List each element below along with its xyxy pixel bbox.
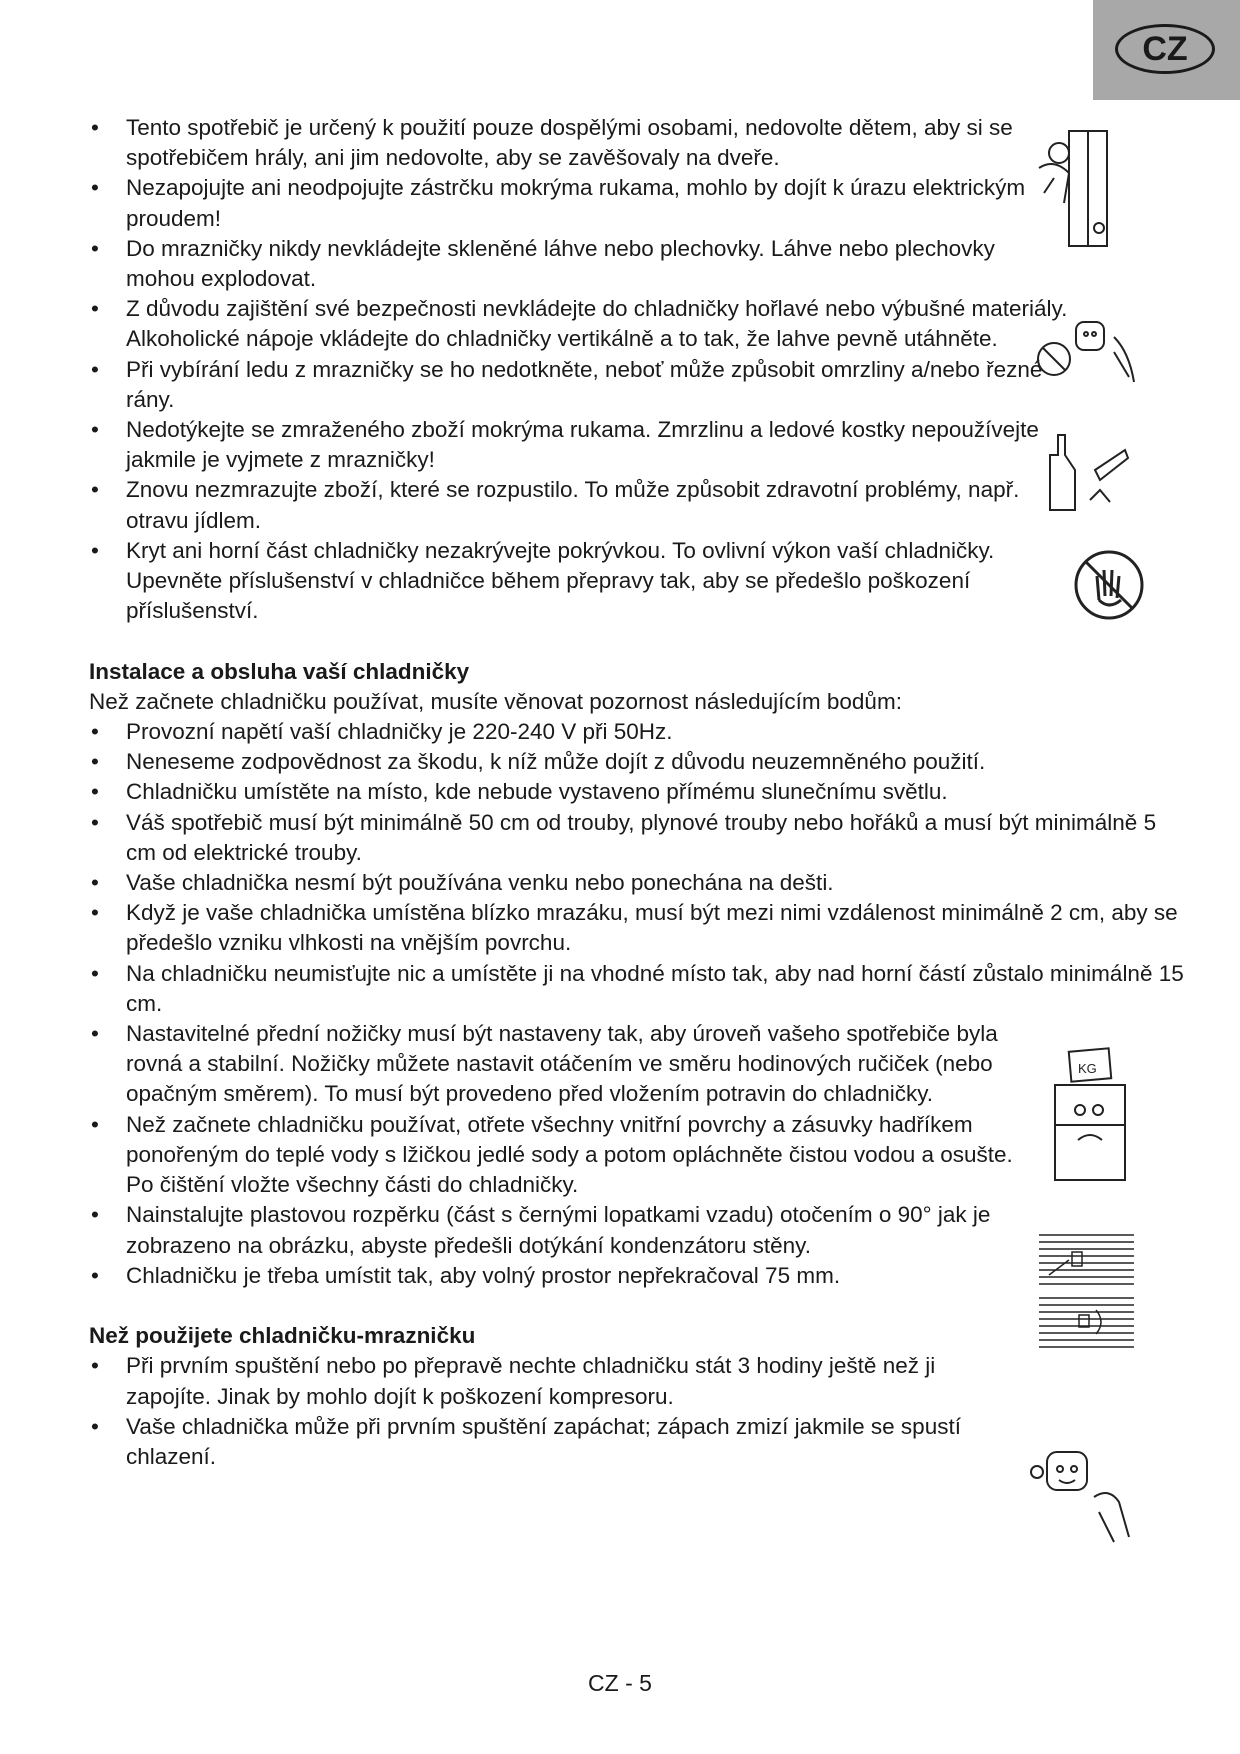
install-intro: Než začnete chladničku používat, musíte věnovat pozornost následujícím bodům:: [89, 688, 902, 714]
list-item: • Znovu nezmrazujte zboží, které se rozpustilo. To může způsobit zdravotní problémy, např. otravu jídlem.: [91, 477, 1020, 533]
list-item: • Vaše chladnička může při prvním spuštění zapáchat; zápach zmizí jakmile se spustí chlazení.: [91, 1413, 961, 1469]
list-item: • Než začnete chladničku používat, otřete všechny vnitřní povrchy a zásuvky hadříkem ponořeným do teplé vody s lžičkou jedlé sody a potom opláchněte čistou vodou a osušte. Po čištění vložte všechny části do chladničky.: [91, 1111, 1013, 1198]
install-list: [89, 717, 1184, 1291]
list-item: • Do mrazničky nikdy nevkládejte skleněné láhve nebo plechovky. Láhve nebo plechovky mohou explodovat.: [91, 235, 995, 292]
page-number: CZ - 5: [588, 1670, 652, 1696]
list-item: • Vaše chladnička nesmí být používána venku nebo ponechána na dešti.: [91, 870, 834, 896]
language-tab: [1093, 0, 1240, 100]
plug-hand-illustration: [1029, 1442, 1141, 1544]
list-item: • Z důvodu zajištění své bezpečnosti nevkládejte do chladničky hořlavé nebo výbušné materiály. Alkoholické nápoje vkládejte do chladničky vertikálně a to tak, že lahve pevně utáhněte.: [91, 296, 1068, 352]
list-item: • Na chladničku neumisťujte nic a umístěte ji na vhodné místo tak, aby nad horní částí zůstalo minimálně 15 cm.: [91, 960, 1184, 1016]
list-item: • Nainstalujte plastovou rozpěrku (část s černými lopatkami vzadu) otočením o 90° jak je zobrazeno na obrázku, abyste předešli dotýkání kondenzátoru stěny.: [91, 1202, 991, 1258]
child-hanging-on-door-illustration: [1034, 123, 1120, 253]
list-item: • Váš spotřebič musí být minimálně 50 cm od trouby, plynové trouby nebo hořáků a musí být minimálně 5 cm od elektrické trouby.: [91, 809, 1157, 865]
list-item: • Když je vaše chladnička umístěna blízko mrazáku, musí být mezi nimi vzdálenost minimálně 2 cm, aby se předešlo vzniku vlhkosti na vnějším povrchu.: [91, 900, 1178, 956]
no-flammables-illustration: [1034, 307, 1140, 387]
list-item: • Při prvním spuštění nebo po přepravě nechte chladničku stát 3 hodiny ještě než ji zapojíte. Jinak by mohlo dojít k poškození kompresoru.: [91, 1353, 936, 1409]
list-item: • Provozní napětí vaší chladničky je 220-240 V při 50Hz.: [91, 719, 673, 745]
condenser-spacer-illustration: [1034, 1230, 1140, 1354]
list-item: • Nastavitelné přední nožičky musí být nastaveny tak, aby úroveň vašeho spotřebiče byla rovná a stabilní. Nožičky můžete nastavit otáčením ve směru hodinových ručiček (nebo opačným směrem). To musí být provedeno před vložením potravin do chladničky.: [91, 1021, 998, 1107]
section-heading-before-use: Než použijete chladničku-mrazničku: [89, 1323, 476, 1349]
list-item: • Kryt ani horní část chladničky nezakrývejte pokrývkou. To ovlivní výkon vaší chladničky. Upevněte příslušenství v chladničce během přepravy tak, aby se předešlo poškození příslušenství.: [91, 537, 995, 624]
page-content: [89, 113, 1184, 1472]
list-item: • Neneseme zodpovědnost za škodu, k níž může dojít z důvodu neuzemněného použití.: [91, 749, 986, 775]
language-badge: CZ: [1115, 24, 1215, 74]
list-item: • Nedotýkejte se zmraženého zboží mokrýma rukama. Zmrzlinu a ledové kostky nepoužívejte jakmile je vyjmete z mrazničky!: [91, 417, 1039, 473]
safety-list: [89, 113, 1149, 626]
list-item: • Při vybírání ledu z mrazničky se ho nedotkněte, neboť může způsobit omrzliny a/nebo řezné rány.: [91, 356, 1043, 412]
overloaded-fridge-illustration: [1040, 1045, 1140, 1185]
before-use-list: [89, 1351, 1149, 1472]
exploding-bottles-illustration: [1040, 430, 1130, 515]
list-item: • Chladničku umístěte na místo, kde nebude vystaveno přímému slunečnímu světlu.: [91, 779, 948, 805]
section-heading-install: Instalace a obsluha vaší chladničky: [89, 658, 470, 684]
svg-text:KG: KG: [1078, 1061, 1097, 1076]
stop-hand-icon: [1071, 548, 1147, 622]
list-item: • Chladničku je třeba umístit tak, aby volný prostor nepřekračoval 75 mm.: [91, 1262, 841, 1288]
list-item: • Nezapojujte ani neodpojujte zástrčku mokrýma rukama, mohlo by dojít k úrazu elektrickým proudem!: [91, 175, 1026, 231]
list-item: • Tento spotřebič je určený k použití pouze dospělými osobami, nedovolte dětem, aby si se spotřebičem hrály, ani jim nedovolte, aby se zavěšovaly na dveře.: [91, 115, 1013, 171]
